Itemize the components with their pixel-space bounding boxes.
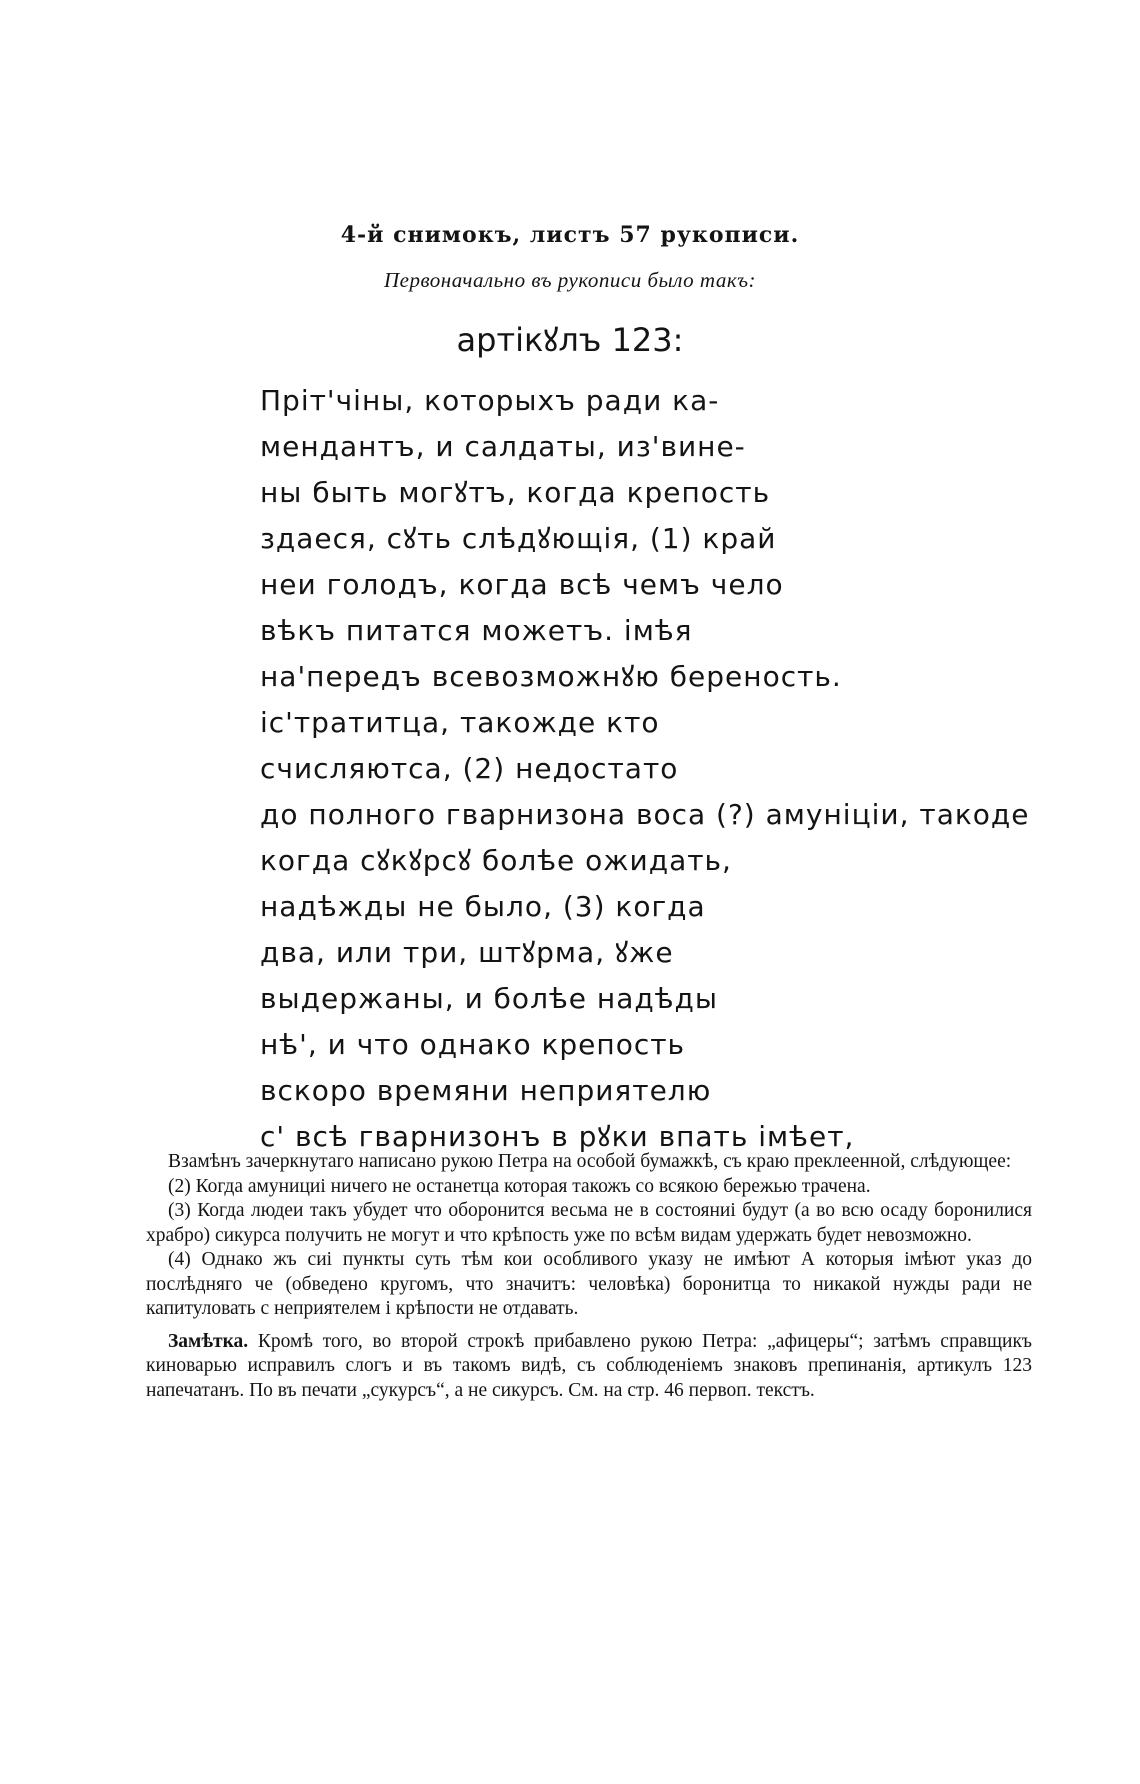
manuscript-line: счисляютса, (2) недостато xyxy=(260,752,679,785)
commentary-paragraph: Взамѣнъ зачеркнутаго написано рукою Петра на особой бумажкѣ, съ краю преклеенной, слѣдующее: xyxy=(168,1151,1012,1172)
manuscript-line: вѣкъ питатся можетъ. iмѣя xyxy=(260,614,693,647)
manuscript-line: с' всѣ гварнизонъ в рꙋки впать iмѣет, xyxy=(260,1120,855,1153)
manuscript-line: до полного гварнизона воса (?) амунiцiи, такоде xyxy=(260,798,1030,831)
manuscript-line: здаеся, сꙋть слѣдꙋющiя, (1) край xyxy=(260,522,777,555)
manuscript-line: когда сꙋкꙋрсꙋ болѣе ожидать, xyxy=(260,844,732,877)
note-label: Замѣтка. xyxy=(168,1330,249,1352)
commentary-paragraph: (4) Однако жъ сиi пункты суть тѣм кои особливого указу не имѣют А которыя iмѣют указ до послѣдняго че (обведено кругомъ, что значитъ: человѣка) боронитца то никакой нужды ради не капитуловать с неприятелем i крѣпости не отдавать. xyxy=(146,1249,1032,1319)
manuscript-line: два, или три, штꙋрма, ꙋже xyxy=(260,936,674,969)
manuscript-line: надѣжды не было, (3) когда xyxy=(260,890,706,923)
manuscript-title: артікꙋлъ 123: xyxy=(456,321,684,359)
note-paragraph xyxy=(146,1330,1032,1404)
manuscript-line: нѣ', и что однако крепость xyxy=(260,1028,686,1061)
manuscript-line: Прiт'чiны, которыхъ ради ка- xyxy=(260,384,720,417)
manuscript-text xyxy=(260,378,1030,1160)
note-text: Кромѣ того, во второй строкѣ прибавлено рукою Петра: „афицеры“; затѣмъ справщикъ киноварью исправилъ слогъ и въ такомъ видѣ, съ соблюденiемъ знаковъ препинанiя, артикулъ 123 напечатанъ. По въ печати „сукурсъ“, а не сикурсъ. См. на стр. 46 первоп. текстъ. xyxy=(146,1330,1032,1401)
printed-commentary xyxy=(146,1150,1032,1403)
manuscript-line: iс'тратитца, такожде кто xyxy=(260,706,660,739)
manuscript-line: выдержаны, и болѣе надѣды xyxy=(260,982,719,1015)
page-heading: 4-й снимокъ, листъ 57 рукописи. xyxy=(340,222,800,248)
page-subheading: Первоначально въ рукописи было такъ: xyxy=(383,268,757,292)
commentary-paragraph: (3) Когда людеи такъ убудет что оборонится весьма не в состояниi будут (а во всю осаду боронилися храбро) сикурса получить не могут и что крѣпость уже по всѣм видам удержать будет невозможно. xyxy=(146,1200,1032,1246)
manuscript-line: на'передъ всевозможнꙋю береность. xyxy=(260,660,842,693)
commentary-paragraph: (2) Когда амунициi ничего не останетца которая такожъ со всякою бережью трачена. xyxy=(168,1175,871,1197)
manuscript-line: неи голодъ, когда всѣ чемъ чело xyxy=(260,568,784,601)
manuscript-line: вскоро времяни неприятелю xyxy=(260,1074,712,1107)
manuscript-line: мендантъ, и салдаты, из'вине- xyxy=(260,430,746,463)
manuscript-line: ны быть могꙋтъ, когда крепость xyxy=(260,476,771,509)
